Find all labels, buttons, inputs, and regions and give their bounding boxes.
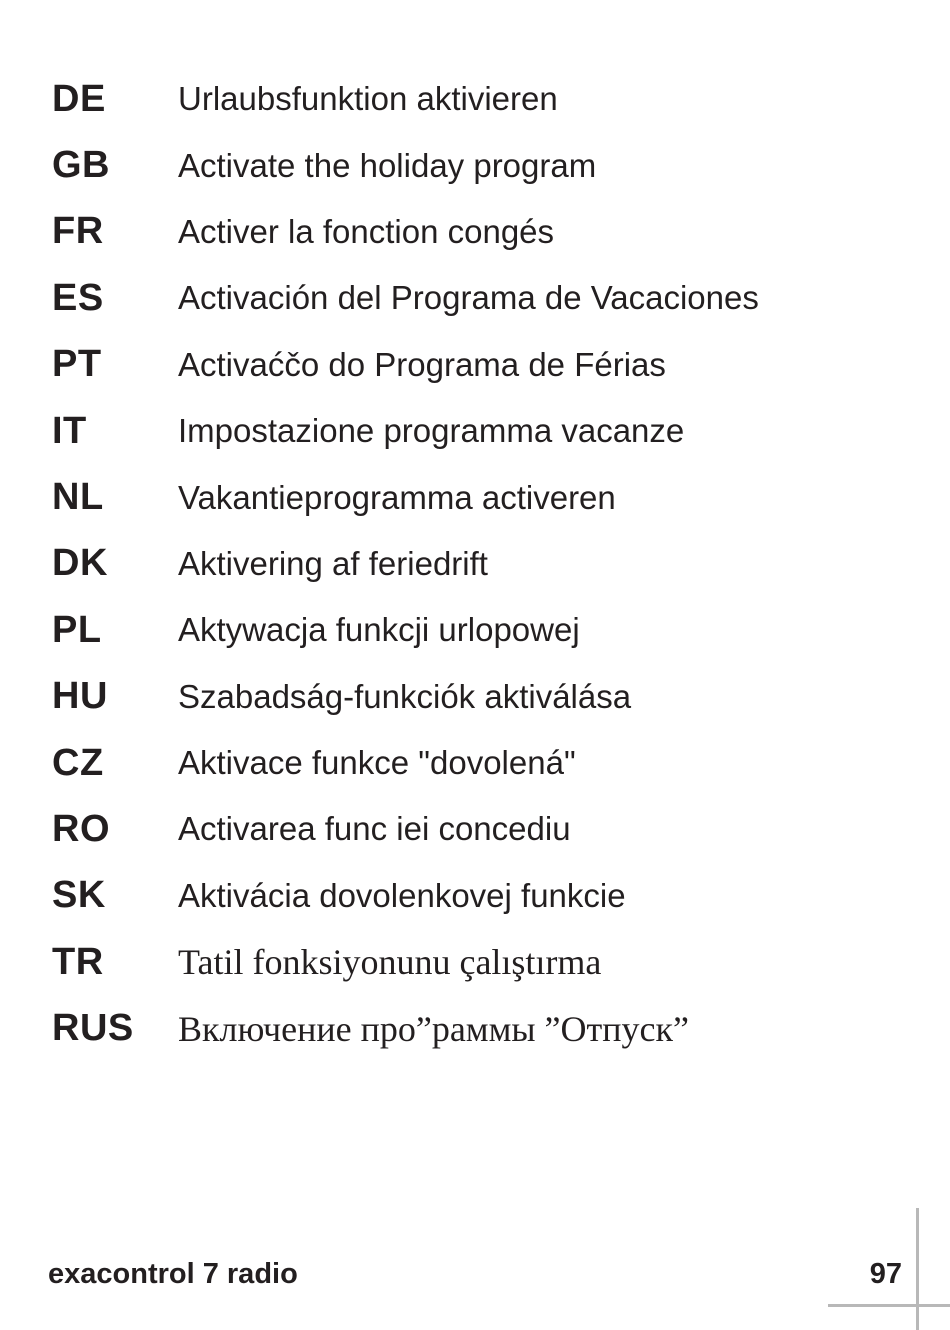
language-text: Включение про”раммы ”Отпуск” bbox=[178, 1008, 689, 1049]
crop-mark-vertical bbox=[916, 1208, 919, 1330]
language-list bbox=[52, 66, 912, 1062]
language-text: Tatil fonksiyonunu çalıştırma bbox=[178, 942, 602, 983]
language-code: DE bbox=[52, 77, 106, 120]
language-text: Urlaubsfunktion aktivieren bbox=[178, 80, 558, 118]
language-code: IT bbox=[52, 409, 87, 452]
language-text: Aktivace funkce "dovolená" bbox=[178, 744, 576, 782]
language-text: Szabadság-funkciók aktiválása bbox=[178, 677, 632, 715]
language-text: Aktywacja funkcji urlopowej bbox=[178, 611, 580, 649]
language-code: HU bbox=[52, 675, 108, 718]
language-row-pt bbox=[52, 332, 912, 398]
language-row-cz bbox=[52, 730, 912, 796]
language-row-es bbox=[52, 265, 912, 331]
language-text: Activer la fonction congés bbox=[178, 212, 555, 250]
language-row-hu bbox=[52, 664, 912, 730]
language-row-gb bbox=[52, 132, 912, 198]
language-text: Activaćčo do Programa de Férias bbox=[178, 345, 666, 383]
language-code: PL bbox=[52, 608, 102, 651]
language-code: RUS bbox=[52, 1007, 134, 1050]
language-text: Activate the holiday program bbox=[178, 146, 597, 184]
language-text: Activación del Programa de Vacaciones bbox=[178, 279, 759, 317]
language-row-fr bbox=[52, 199, 912, 265]
language-code: GB bbox=[52, 144, 110, 187]
language-text: Vakantieprogramma activeren bbox=[178, 478, 616, 516]
language-code: ES bbox=[52, 276, 104, 319]
language-row-sk bbox=[52, 863, 912, 929]
language-code: CZ bbox=[52, 741, 104, 784]
language-text: Impostazione programma vacanze bbox=[178, 412, 685, 450]
language-code: FR bbox=[52, 210, 104, 253]
language-text: Activarea func iei concediu bbox=[178, 810, 571, 848]
footer-product-name: exacontrol 7 radio bbox=[48, 1258, 298, 1290]
language-code: RO bbox=[52, 807, 110, 850]
language-row-dk bbox=[52, 531, 912, 597]
language-row-ro bbox=[52, 796, 912, 862]
language-row-it bbox=[52, 398, 912, 464]
crop-mark-horizontal bbox=[828, 1304, 950, 1307]
language-code: PT bbox=[52, 343, 102, 386]
language-row-de bbox=[52, 66, 912, 132]
language-code: TR bbox=[52, 940, 104, 983]
page-number: 97 bbox=[869, 1258, 902, 1290]
language-code: DK bbox=[52, 542, 108, 585]
language-row-pl bbox=[52, 597, 912, 663]
language-text: Aktivácia dovolenkovej funkcie bbox=[178, 876, 626, 914]
language-row-rus bbox=[52, 995, 912, 1061]
language-code: NL bbox=[52, 476, 104, 519]
language-text: Aktivering af feriedrift bbox=[178, 544, 488, 582]
language-row-nl bbox=[52, 464, 912, 530]
language-row-tr bbox=[52, 929, 912, 995]
language-code: SK bbox=[52, 874, 106, 917]
